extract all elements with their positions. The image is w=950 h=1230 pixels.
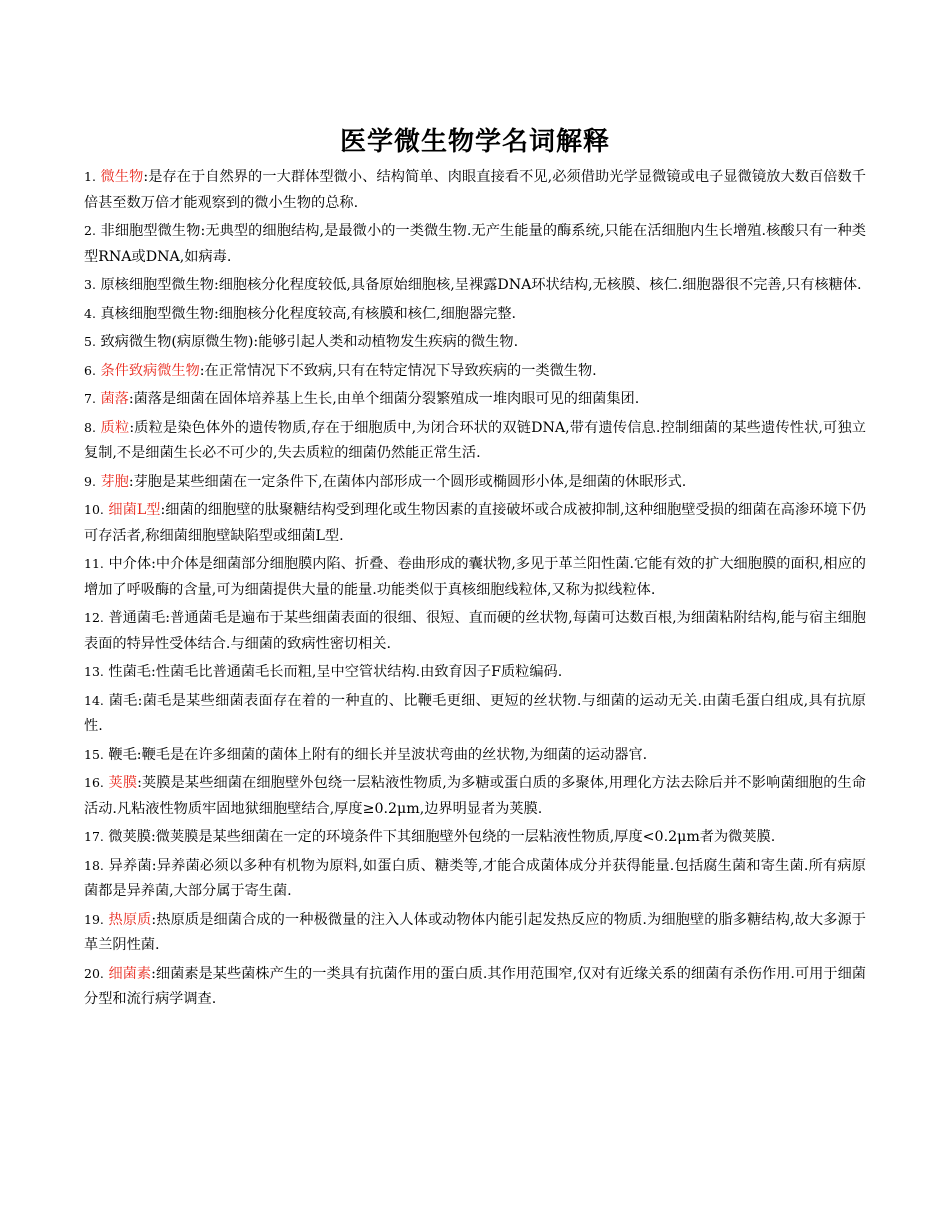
entry-definition: :微荚膜是某些细菌在一定的环境条件下其细胞壁外包绕的一层粘液性物质,厚度<0.2μm者为微荚膜.	[150, 829, 776, 845]
entry-term: 微生物	[100, 169, 144, 185]
entry-definition: :热原质是细菌合成的一种极微量的注入人体或动物体内能引起发热反应的物质.为细胞壁的脂多糖结构,故大多源于革兰阴性菌.	[84, 911, 866, 953]
entry-definition: :芽胞是某些细菌在一定条件下,在菌体内部形成一个圆形或椭圆形小体,是细菌的休眠形式.	[128, 473, 687, 490]
glossary-entry	[84, 164, 866, 216]
glossary-entry	[84, 272, 866, 299]
entry-definition: :荚膜是某些细菌在细胞壁外包绕一层粘液性物质,为多糖或蛋白质的多聚体,用理化方法去除后并不影响菌细胞的生命活动.凡粘液性物质牢固地狱细胞壁结合,厚度≥0.2μm,边界明显者为荚膜.	[84, 775, 866, 817]
entry-term: 细菌L型	[108, 502, 161, 518]
entry-number: 9.	[84, 473, 96, 489]
entry-number: 6.	[84, 362, 96, 378]
entry-term: 荚膜	[108, 775, 138, 791]
entry-definition: :性菌毛比普通菌毛长而粗,呈中空管状结构.由致育因子F质粒编码.	[150, 664, 563, 680]
glossary-entry	[84, 497, 866, 549]
glossary-entry	[84, 659, 866, 686]
glossary-entry	[84, 469, 866, 496]
glossary-entry	[84, 386, 866, 413]
entry-definition: :菌毛是某些细菌表面存在着的一种直的、比鞭毛更细、更短的丝状物.与细菌的运动无关.由菌毛蛋白组成,具有抗原性.	[84, 692, 866, 734]
entry-number: 13.	[84, 664, 104, 679]
entry-number: 15.	[84, 746, 104, 762]
entry-definition: :鞭毛是在许多细菌的菌体上附有的细长并呈波状弯曲的丝状物,为细菌的运动器官.	[136, 746, 648, 763]
entry-definition: :中介体是细菌部分细胞膜内陷、折叠、卷曲形成的囊状物,多见于革兰阳性菌.它能有效的扩大细胞膜的面积,相应的增加了呼吸酶的含量,可为细菌提供大量的能量.功能类似于真核细胞线粒体,又称为拟线粒体.	[84, 556, 866, 598]
glossary-entry	[84, 329, 866, 356]
entry-number: 19.	[84, 911, 104, 927]
entry-term: 普通菌毛	[108, 610, 166, 626]
entry-number: 14.	[84, 692, 104, 708]
entry-number: 1.	[84, 169, 96, 184]
entry-term: 菌落	[100, 391, 129, 407]
entry-term: 条件致病微生物	[100, 362, 200, 379]
entry-number: 11.	[84, 556, 104, 571]
glossary-entry	[84, 824, 866, 851]
entry-number: 20.	[84, 965, 104, 981]
entry-number: 16.	[84, 775, 104, 790]
entry-definition: :细菌的细胞壁的肽聚糖结构受到理化或生物因素的直接破坏或合成被抑制,这种细胞壁受损的细菌在高渗环境下仍可存活者,称细菌细胞壁缺陷型或细菌L型.	[84, 502, 867, 544]
entry-definition: :细胞核分化程度较高,有核膜和核仁,细胞器完整.	[213, 305, 517, 322]
entry-number: 4.	[84, 305, 96, 321]
entry-definition: :细菌素是某些菌株产生的一类具有抗菌作用的蛋白质.其作用范围窄,仅对有近缘关系的细菌有杀伤作用.可用于细菌分型和流行病学调查.	[84, 965, 866, 1007]
entry-number: 12.	[84, 610, 104, 625]
entry-definition: :是存在于自然界的一大群体型微小、结构简单、肉眼直接看不见,必须借助光学显微镜或电子显微镜放大数百倍数千倍甚至数万倍才能观察到的微小生物的总称.	[84, 169, 866, 211]
entry-definition: :质粒是染色体外的遗传物质,存在于细胞质中,为闭合环状的双链DNA,带有遗传信息.控制细菌的某些遗传性状,可独立复制,不是细菌生长必不可少的,失去质粒的细菌仍然能正常生活.	[84, 419, 866, 461]
entry-number: 7.	[84, 391, 96, 406]
glossary-entry	[84, 605, 866, 657]
page-title: 医学微生物学名词解释	[339, 127, 610, 158]
entry-number: 8.	[84, 419, 96, 435]
glossary-entry	[84, 218, 866, 270]
glossary-list	[84, 164, 866, 1015]
entry-term: 细菌素	[108, 965, 152, 982]
entry-definition: :异养菌必须以多种有机物为原料,如蛋白质、糖类等,才能合成菌体成分并获得能量.包括腐生菌和寄生菌.所有病原菌都是异养菌,大部分属于寄生菌.	[84, 857, 866, 899]
entry-definition: :菌落是细菌在固体培养基上生长,由单个细菌分裂繁殖成一堆肉眼可见的细菌集团.	[128, 391, 640, 407]
entry-term: 芽胞	[100, 473, 129, 490]
entry-term: 非细胞型微生物	[100, 223, 201, 239]
glossary-entry	[84, 907, 866, 959]
entry-term: 热原质	[108, 911, 152, 928]
entry-number: 18.	[84, 857, 104, 873]
entry-number: 17.	[84, 829, 104, 844]
glossary-entry	[84, 853, 866, 905]
entry-definition: :在正常情况下不致病,只有在特定情况下导致疾病的一类微生物.	[199, 362, 597, 379]
entry-definition: :细胞核分化程度较低,具备原始细胞核,呈裸露DNA环状结构,无核膜、核仁.细胞器很不完善,只有核糖体.	[213, 277, 862, 293]
entry-number: 5.	[84, 334, 96, 349]
entry-term: 菌毛	[108, 692, 138, 709]
glossary-entry	[84, 358, 866, 385]
entry-definition: :普通菌毛是遍布于某些细菌表面的很细、很短、直而硬的丝状物,每菌可达数百根,为细菌粘附结构,能与宿主细胞表面的特异性受体结合.与细菌的致病性密切相关.	[84, 610, 866, 652]
entry-term: 致病微生物(病原微生物)	[100, 334, 254, 350]
glossary-entry	[84, 415, 866, 467]
entry-number: 10.	[84, 502, 104, 517]
entry-definition: :无典型的细胞结构,是最微小的一类微生物.无产生能量的酶系统,只能在活细胞内生长增殖.核酸只有一种类型RNA或DNA,如病毒.	[84, 223, 866, 265]
entry-term: 原核细胞型微生物	[100, 277, 214, 293]
entry-term: 中介体	[108, 556, 152, 572]
glossary-entry	[84, 742, 866, 769]
entry-term: 异养菌	[108, 857, 152, 874]
entry-term: 性菌毛	[108, 664, 151, 680]
glossary-entry	[84, 770, 866, 822]
entry-term: 真核细胞型微生物	[100, 305, 214, 322]
entry-definition: :能够引起人类和动植物发生疾病的微生物.	[253, 334, 519, 350]
entry-term: 质粒	[100, 419, 130, 436]
entry-number: 3.	[84, 277, 96, 292]
entry-number: 2.	[84, 223, 96, 238]
glossary-entry	[84, 961, 866, 1013]
glossary-entry	[84, 688, 866, 740]
glossary-entry	[84, 301, 866, 328]
entry-term: 微荚膜	[108, 829, 151, 845]
glossary-entry	[84, 551, 866, 603]
entry-term: 鞭毛	[108, 746, 137, 763]
